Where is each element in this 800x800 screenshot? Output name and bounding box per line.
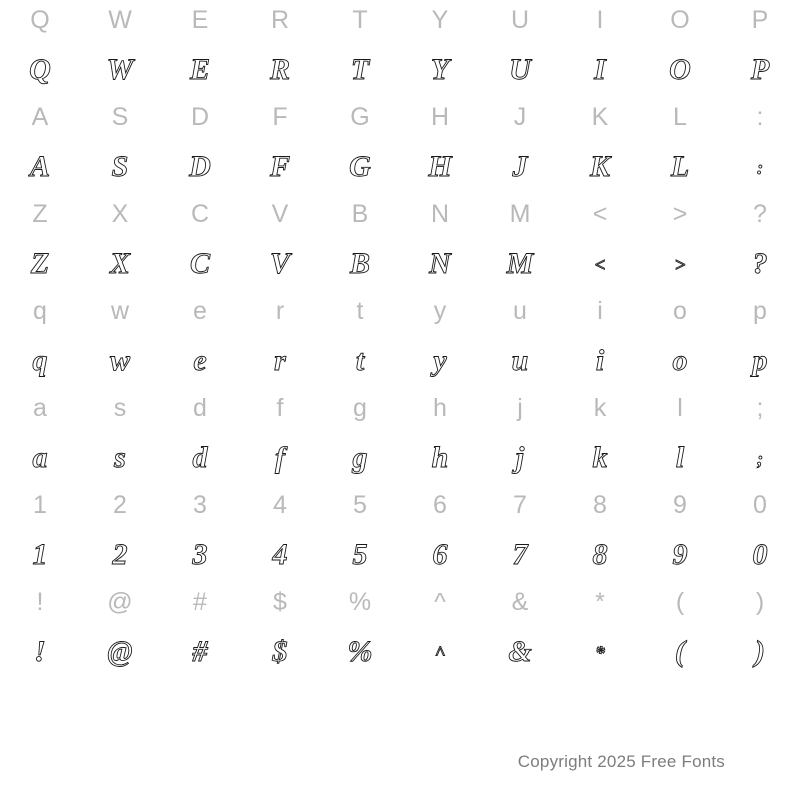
character-glyph-sample: < <box>594 255 606 276</box>
character-key-label: # <box>193 588 207 616</box>
character-cell <box>80 97 160 194</box>
character-key-label: Y <box>431 6 449 34</box>
character-key-label: ^ <box>434 588 446 616</box>
character-key-label: B <box>351 200 369 228</box>
character-glyph-sample: V <box>269 247 290 280</box>
character-glyph-sample: U <box>509 53 531 86</box>
character-cell <box>400 388 480 485</box>
character-glyph-sample: t <box>355 344 365 377</box>
character-glyph-sample: d <box>192 441 208 474</box>
character-glyph-sample: ( <box>675 635 685 668</box>
character-cell <box>640 388 720 485</box>
character-cell <box>560 0 640 97</box>
character-key-label: 0 <box>753 491 767 519</box>
character-key-label: y <box>433 297 447 325</box>
character-key-label: J <box>513 103 527 131</box>
character-glyph-sample: 9 <box>672 538 688 571</box>
character-glyph-sample: W <box>106 53 134 86</box>
character-key-label: K <box>591 103 609 131</box>
character-key-label: : <box>756 103 764 131</box>
character-key-label: 3 <box>193 491 207 519</box>
character-glyph-sample: B <box>349 247 370 280</box>
copyright-footer: Copyright 2025 Free Fonts <box>517 752 725 771</box>
character-cell <box>640 194 720 291</box>
character-key-label: H <box>430 103 450 131</box>
character-cell <box>240 485 320 582</box>
character-key-label: M <box>509 200 531 228</box>
character-glyph-sample: 1 <box>32 538 48 571</box>
character-glyph-sample: Q <box>29 53 51 86</box>
character-glyph-sample: $ <box>272 635 288 668</box>
character-glyph-sample: 0 <box>752 538 768 571</box>
character-row <box>0 485 800 582</box>
character-glyph-sample: 6 <box>432 538 448 571</box>
character-cell <box>560 388 640 485</box>
character-key-label: $ <box>273 588 287 616</box>
character-glyph-sample: G <box>349 150 371 183</box>
character-cell <box>80 291 160 388</box>
character-key-label: 9 <box>673 491 687 519</box>
character-cell <box>240 97 320 194</box>
character-cell <box>320 388 400 485</box>
character-cell <box>160 388 240 485</box>
character-key-label: O <box>670 6 690 34</box>
character-glyph-sample: H <box>428 150 452 183</box>
character-cell <box>480 97 560 194</box>
character-glyph-sample: ) <box>755 635 765 668</box>
character-glyph-sample: O <box>669 53 691 86</box>
character-glyph-sample: i <box>595 344 605 377</box>
character-cell <box>640 582 720 679</box>
character-key-label: s <box>113 394 127 422</box>
character-key-label: ! <box>36 588 44 616</box>
character-key-label: L <box>673 103 687 131</box>
character-glyph-sample: j <box>515 441 525 474</box>
character-cell <box>480 485 560 582</box>
character-key-label: ) <box>755 588 765 616</box>
character-key-label: 5 <box>353 491 367 519</box>
character-key-label: d <box>193 394 207 422</box>
character-glyph-sample: % <box>347 635 373 668</box>
character-key-label: V <box>271 200 289 228</box>
character-glyph-sample: f <box>275 441 285 474</box>
character-key-label: D <box>190 103 210 131</box>
character-glyph-sample: T <box>350 53 370 86</box>
character-cell <box>0 291 80 388</box>
character-key-label: e <box>193 297 207 325</box>
character-cell <box>720 291 800 388</box>
character-key-label: 6 <box>433 491 447 519</box>
character-cell <box>400 485 480 582</box>
character-cell <box>0 485 80 582</box>
character-cell <box>400 194 480 291</box>
character-row <box>0 388 800 485</box>
character-glyph-sample: h <box>431 441 449 474</box>
character-key-label: k <box>593 394 607 422</box>
character-glyph-sample: & <box>508 635 532 668</box>
character-cell <box>480 291 560 388</box>
character-key-label: S <box>111 103 129 131</box>
character-glyph-sample: ! <box>34 635 46 668</box>
character-glyph-sample: 5 <box>352 538 368 571</box>
character-cell <box>560 97 640 194</box>
character-cell <box>640 0 720 97</box>
character-cell <box>80 0 160 97</box>
character-cell <box>0 0 80 97</box>
character-cell <box>320 291 400 388</box>
character-key-label: 1 <box>33 491 47 519</box>
character-cell <box>80 388 160 485</box>
character-key-label: Q <box>30 6 50 34</box>
character-key-label: R <box>270 6 290 34</box>
character-key-label: j <box>517 394 523 422</box>
character-key-label: < <box>592 200 608 228</box>
character-cell <box>480 388 560 485</box>
character-glyph-sample: g <box>352 441 368 474</box>
character-glyph-sample: # <box>192 635 208 668</box>
character-cell <box>320 0 400 97</box>
character-cell <box>320 485 400 582</box>
character-key-label: T <box>352 6 368 34</box>
character-cell <box>320 194 400 291</box>
character-glyph-sample: 7 <box>512 538 528 571</box>
character-glyph-sample: ? <box>752 247 768 280</box>
character-cell <box>160 97 240 194</box>
character-row <box>0 291 800 388</box>
character-key-label: w <box>110 297 130 325</box>
character-key-label: o <box>673 297 687 325</box>
character-glyph-sample: q <box>32 344 48 377</box>
character-cell <box>480 582 560 679</box>
character-row <box>0 582 800 679</box>
character-key-label: @ <box>107 588 133 616</box>
character-glyph-sample: 8 <box>592 538 608 571</box>
character-key-label: u <box>513 297 527 325</box>
character-glyph-sample: Z <box>30 247 50 280</box>
character-key-label: * <box>595 588 605 616</box>
character-glyph-sample: K <box>589 150 610 183</box>
character-glyph-sample: ; <box>756 449 764 470</box>
character-cell <box>720 485 800 582</box>
character-cell <box>720 194 800 291</box>
character-key-label: G <box>350 103 370 131</box>
character-key-label: C <box>190 200 210 228</box>
character-cell <box>240 0 320 97</box>
character-cell <box>720 0 800 97</box>
character-cell <box>160 0 240 97</box>
character-key-label: r <box>275 297 285 325</box>
character-glyph-sample: o <box>672 344 688 377</box>
character-key-label: h <box>433 394 447 422</box>
character-key-label: f <box>276 394 284 422</box>
character-glyph-sample: a <box>32 441 48 474</box>
character-cell <box>560 485 640 582</box>
character-cell <box>0 194 80 291</box>
character-key-label: X <box>111 200 129 228</box>
character-cell <box>160 582 240 679</box>
character-cell <box>80 194 160 291</box>
character-cell <box>240 194 320 291</box>
character-key-label: A <box>31 103 49 131</box>
character-glyph-sample: k <box>592 441 608 474</box>
character-cell <box>560 582 640 679</box>
character-row <box>0 0 800 97</box>
character-cell <box>640 97 720 194</box>
character-key-label: I <box>596 6 604 34</box>
character-cell <box>720 582 800 679</box>
character-glyph-sample: Y <box>430 53 450 86</box>
character-key-label: F <box>272 103 288 131</box>
character-glyph-sample: A <box>29 150 50 183</box>
character-cell <box>720 388 800 485</box>
character-glyph-sample: u <box>511 344 529 377</box>
character-glyph-sample: s <box>114 441 126 474</box>
character-glyph-sample: N <box>429 247 451 280</box>
character-glyph-sample: P <box>750 53 770 86</box>
character-key-label: ; <box>756 394 764 422</box>
character-glyph-sample: 2 <box>112 538 128 571</box>
character-row <box>0 194 800 291</box>
character-cell <box>80 582 160 679</box>
character-glyph-sample: R <box>269 53 290 86</box>
character-cell <box>0 582 80 679</box>
character-glyph-sample: 4 <box>272 538 288 571</box>
character-glyph-sample: X <box>109 247 130 280</box>
character-key-label: q <box>33 297 47 325</box>
character-key-label: g <box>353 394 367 422</box>
character-key-label: ( <box>675 588 685 616</box>
character-glyph-sample: D <box>189 150 211 183</box>
character-cell <box>480 0 560 97</box>
character-key-label: i <box>597 297 603 325</box>
character-cell <box>160 194 240 291</box>
character-glyph-sample: S <box>111 150 129 183</box>
character-glyph-sample: e <box>193 344 207 377</box>
character-cell <box>240 388 320 485</box>
character-glyph-sample: l <box>675 441 685 474</box>
character-glyph-sample: : <box>756 158 764 179</box>
character-cell <box>560 291 640 388</box>
character-key-label: W <box>108 6 132 34</box>
character-key-label: l <box>677 394 683 422</box>
character-cell <box>160 485 240 582</box>
character-key-label: P <box>751 6 769 34</box>
character-key-label: 4 <box>273 491 287 519</box>
character-glyph-sample: y <box>433 344 447 377</box>
character-key-label: 7 <box>513 491 527 519</box>
character-glyph-sample: J <box>512 150 528 183</box>
character-glyph-sample: * <box>595 643 605 664</box>
character-cell <box>400 291 480 388</box>
character-glyph-sample: M <box>506 247 534 280</box>
character-glyph-sample: C <box>189 247 210 280</box>
character-glyph-sample: p <box>752 344 768 377</box>
character-glyph-sample: F <box>269 150 290 183</box>
character-glyph-sample: @ <box>107 635 133 668</box>
character-key-label: 8 <box>593 491 607 519</box>
character-row <box>0 97 800 194</box>
character-glyph-sample: ^ <box>434 643 446 664</box>
character-cell <box>80 485 160 582</box>
character-glyph-sample: I <box>594 53 606 86</box>
character-key-label: > <box>672 200 688 228</box>
character-key-label: E <box>191 6 209 34</box>
character-glyph-sample: 3 <box>192 538 208 571</box>
character-cell <box>400 97 480 194</box>
character-cell <box>720 97 800 194</box>
character-key-label: p <box>753 297 767 325</box>
character-glyph-sample: r <box>274 344 286 377</box>
character-cell <box>320 582 400 679</box>
character-cell <box>560 194 640 291</box>
character-cell <box>480 194 560 291</box>
character-key-label: % <box>348 588 372 616</box>
character-cell <box>240 291 320 388</box>
character-cell <box>240 582 320 679</box>
character-cell <box>320 97 400 194</box>
character-glyph-sample: > <box>674 255 686 276</box>
character-glyph-sample: w <box>109 344 130 377</box>
character-key-label: Z <box>32 200 48 228</box>
character-glyph-sample: L <box>670 150 690 183</box>
character-key-label: a <box>33 394 47 422</box>
character-cell <box>640 485 720 582</box>
character-cell <box>160 291 240 388</box>
character-cell <box>400 0 480 97</box>
character-glyph-sample: E <box>189 53 210 86</box>
character-key-label: N <box>430 200 450 228</box>
character-cell <box>0 97 80 194</box>
character-key-label: ? <box>753 200 767 228</box>
character-key-label: t <box>356 297 364 325</box>
character-key-label: U <box>510 6 530 34</box>
character-cell <box>400 582 480 679</box>
character-cell <box>640 291 720 388</box>
character-key-label: & <box>511 588 529 616</box>
character-cell <box>0 388 80 485</box>
character-key-label: 2 <box>113 491 127 519</box>
